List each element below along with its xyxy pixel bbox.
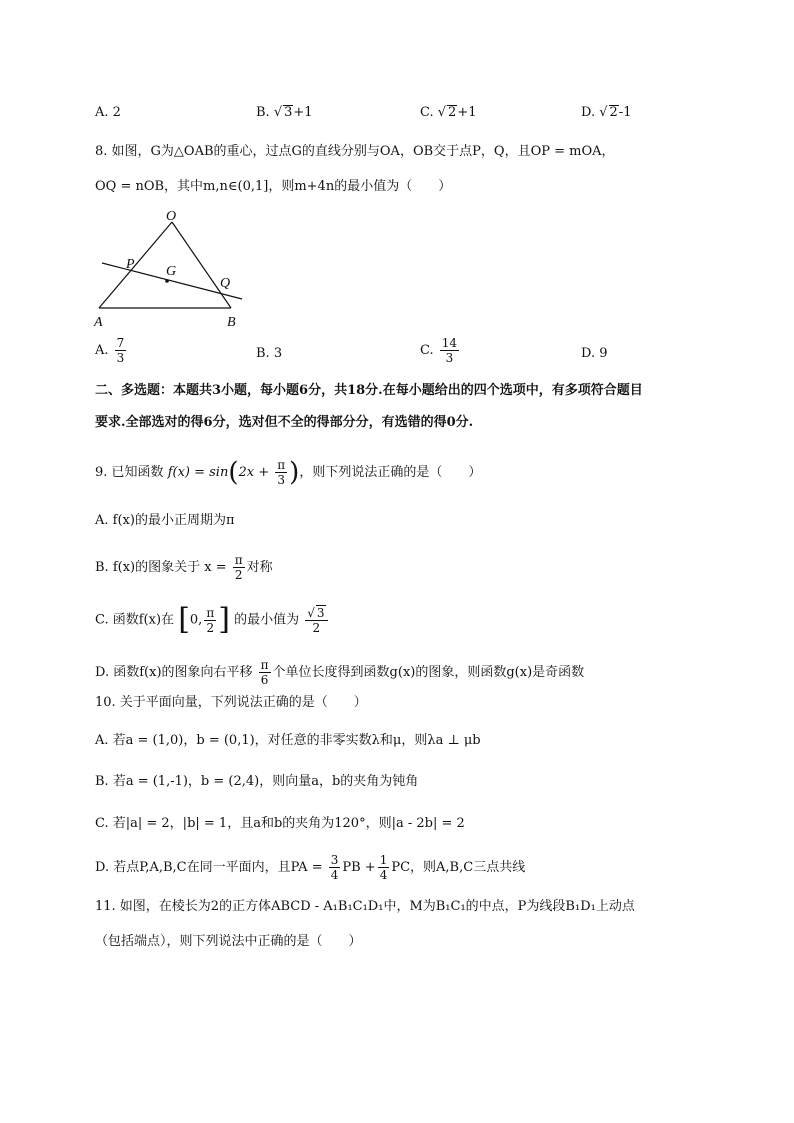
q10-option-a: A. 若a = (1,0)，b = (0,1)，对任意的非零实数λ和μ，则λa ⊥ μb [95, 733, 481, 748]
q9-option-d: D. 函数f(x)的图象向右平移 $\frac{\pi}{6}$ 个单位长度得到函数g(x)的图象，则函数g(x)是奇函数 [95, 658, 585, 687]
q8-option-a: A. $\frac{7}{3}$ [95, 336, 125, 365]
q8-stem-line2: OQ = nOB，其中m,n∈(0,1]，则m+4n的最小值为（ ） [95, 179, 452, 194]
q9-option-a: A. f(x)的最小正周期为π [95, 513, 235, 528]
section2-heading-line2: 要求.全部选对的得6分，选对但不全的得部分分，有选错的得0分. [95, 415, 474, 430]
q10-option-b: B. 若a = (1,-1)，b = (2,4)，则向量a，b的夹角为钝角 [95, 774, 419, 789]
label-b: B [227, 315, 236, 330]
q10-stem: 10. 关于平面向量，下列说法正确的是（ ） [95, 695, 367, 710]
q9-stem: 9. 已知函数 f(x) = sin(2x + $\frac{\pi}{3}$ )，则下列说法正确的是（ ） [95, 457, 482, 488]
q8-option-c: C. $\frac{14}{3}$ [420, 336, 458, 365]
label-a: A [94, 315, 103, 330]
q7-option-a: A. 2 [95, 105, 121, 120]
q9-option-c: C. 函数f(x)在 [0, $\frac{\pi}{2}$ ] 的最小值为 $\frac{√ 3}{2}$ [95, 605, 330, 635]
triangle-diagram [90, 205, 250, 330]
section2-heading-line1: 二、多选题：本题共3小题，每小题6分，共18分.在每小题给出的四个选项中，有多项符合题目 [95, 383, 643, 398]
q8-stem-line1: 8. 如图，G为△OAB的重心，过点G的直线分别与OA，OB交于点P，Q，且OP = mOA， [95, 144, 615, 159]
q10-option-d: D. 若点P,A,B,C在同一平面内，且PA = $\frac{3}{4}$ PB + $\frac{1}{4}$ PC，则A,B,C三点共线 [95, 853, 526, 882]
q11-stem-line2: （包括端点），则下列说法中正确的是（ ） [95, 934, 362, 949]
q11-stem-line1: 11. 如图，在棱长为2的正方体ABCD - A₁B₁C₁D₁中，M为B₁C₁的中点，P为线段B₁D₁上动点 [95, 899, 635, 914]
label-g: G [166, 264, 177, 279]
q8-option-d: D. 9 [581, 346, 608, 361]
label-p: P [126, 257, 135, 272]
label-q: Q [220, 276, 231, 291]
q8-option-b: B. 3 [256, 346, 283, 361]
label-o: O [166, 209, 177, 224]
q7-option-d: D. √ 2-1 [581, 105, 632, 120]
q10-option-c: C. 若|a| = 2，|b| = 1，且a和b的夹角为120°，则|a - 2b| = 2 [95, 816, 465, 831]
q9-option-b: B. f(x)的图象关于 x = $\frac{\pi}{2}$ 对称 [95, 553, 273, 582]
q7-option-b: B. √ 3+1 [256, 105, 313, 120]
q7-option-c: C. √ 2+1 [420, 105, 477, 120]
